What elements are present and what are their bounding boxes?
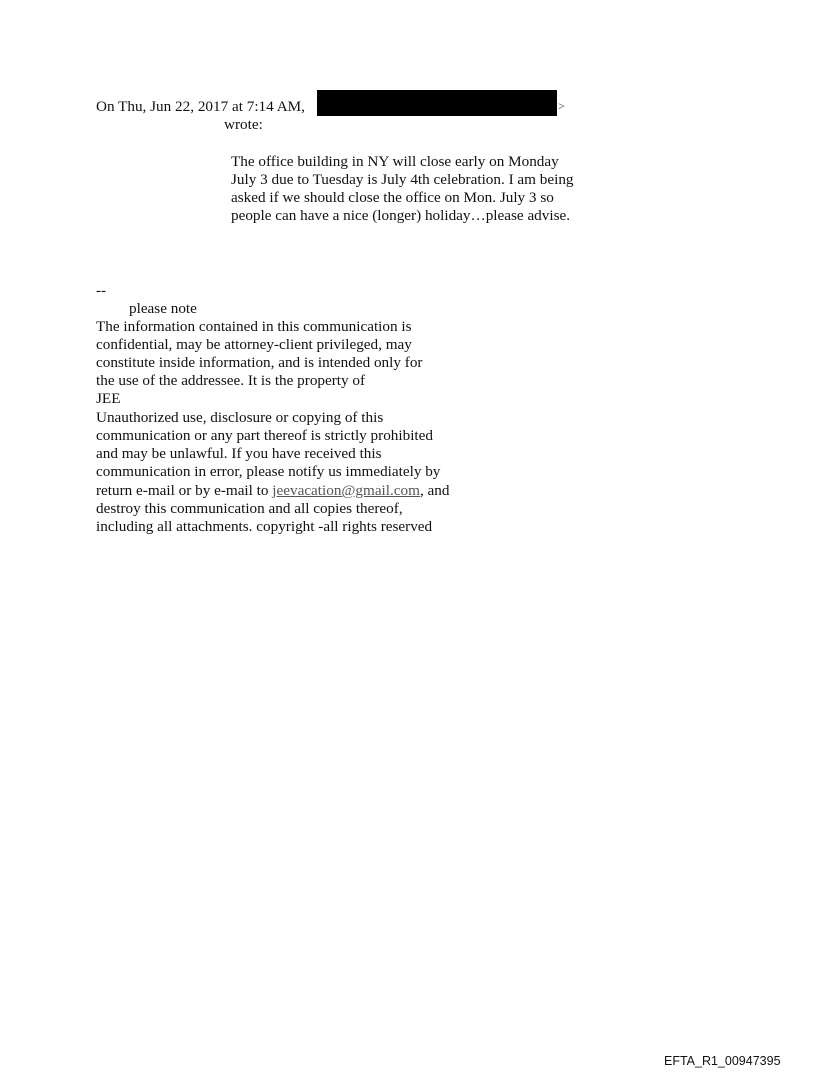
quoted-line: asked if we should close the office on Mon. July 3 so [231,189,554,206]
redaction-block [317,90,557,116]
disclaimer-line: confidential, may be attorney-client privileged, may [96,336,412,353]
disclaimer-line: including all attachments. copyright -all rights reserved [96,518,433,535]
disclaimer-line: The information contained in this communication is [96,318,412,335]
disclaimer-line: destroy this communication and all copies thereof, [96,500,403,517]
disclaimer-line: and may be unlawful. If you have received this [96,445,382,462]
disclaimer-line: Unauthorized use, disclosure or copying of this [96,409,384,426]
reply-attribution: On Thu, Jun 22, 2017 at 7:14 AM, [96,98,305,115]
wrote-label: wrote: [224,116,263,133]
email-suffix: , and [419,482,450,499]
signature-separator: -- [96,282,107,299]
disclaimer-line: the use of the addressee. It is the property of [96,372,366,389]
quoted-line: July 3 due to Tuesday is July 4th celebration. I am being [231,171,574,188]
disclaimer-line: communication in error, please notify us immediately by [96,463,441,480]
email-link[interactable]: jeevacation@gmail.com [272,482,420,499]
quoted-line: The office building in NY will close early on Monday [231,153,559,170]
disclaimer-line: constitute inside information, and is intended only for [96,354,423,371]
redacted-suffix: > [558,99,565,113]
email-prefix: return e-mail or by e-mail to [96,482,273,499]
quoted-line: people can have a nice (longer) holiday…please advise. [231,207,571,224]
signature-note: please note [129,300,197,317]
document-id: EFTA_R1_00947395 [664,1054,781,1068]
disclaimer-line: JEE [96,390,121,407]
disclaimer-line: communication or any part thereof is strictly prohibited [96,427,433,444]
disclaimer-email-line [96,482,449,500]
